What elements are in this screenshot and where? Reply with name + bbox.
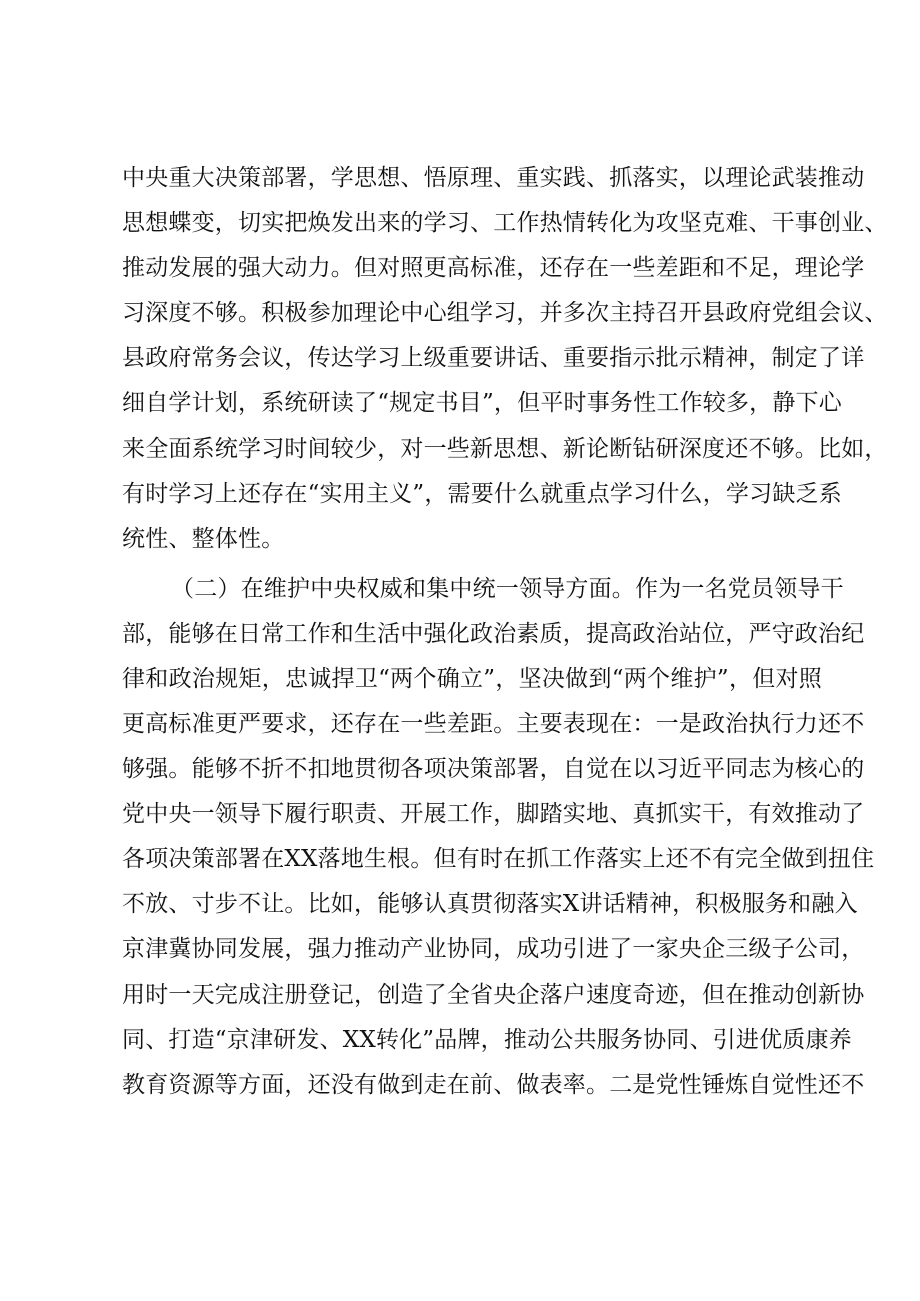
text-line: 有时学习上还存在“实用主义”，需要什么就重点学习什么，学习缺乏系 — [122, 481, 842, 507]
text-line: 细自学计划，系统研读了“规定书目”，但平时事务性工作较多，静下心 — [122, 390, 842, 416]
text-line: 同、打造“京津研发、XX转化”品牌，推动公共服务协同、引进优质康养 — [122, 1027, 852, 1053]
text-line: 更高标准更严要求，还存在一些差距。主要表现在：一是政治执行力还不 — [122, 711, 865, 737]
text-line: 部，能够在日常工作和生活中强化政治素质，提高政治站位，严守政治纪 — [122, 621, 865, 647]
text-line: 县政府常务会议，传达学习上级重要讲话、重要指示批示精神，制定了详 — [122, 345, 865, 371]
text-line: 来全面系统学习时间较少，对一些新思想、新论断钻研深度还不够。比如， — [122, 436, 888, 462]
text-line: 够强。能够不折不扣地贯彻各项决策部署，自觉在以习近平同志为核心的 — [122, 756, 865, 782]
text-line: 推动发展的强大动力。但对照更高标准，还存在一些差距和不足，理论学 — [122, 255, 865, 281]
text-line: 不放、寸步不让。比如，能够认真贯彻落实X讲话精神，积极服务和融入 — [122, 891, 858, 917]
text-line: 各项决策部署在XX落地生根。但有时在抓工作落实上还不有完全做到扭住 — [122, 846, 875, 872]
text-line: 习深度不够。积极参加理论中心组学习，并多次主持召开县政府党组会议、 — [122, 300, 888, 326]
text-line: 教育资源等方面，还没有做到走在前、做表率。二是党性锤炼自觉性还不 — [122, 1072, 865, 1098]
text-line: 律和政治规矩，忠诚捍卫“两个确立”，坚决做到“两个维护”，但对照 — [122, 666, 822, 692]
text-line: 京津冀协同发展，强力推动产业协同，成功引进了一家央企三级子公司， — [122, 936, 865, 962]
section-heading-line: （二）在维护中央权威和集中统一领导方面。作为一名党员领导干 — [171, 576, 844, 602]
text-line: 中央重大决策部署，学思想、悟原理、重实践、抓落实，以理论武装推动 — [122, 165, 865, 191]
text-line: 统性、整体性。 — [122, 526, 285, 552]
text-line: 党中央一领导下履行职责、开展工作，脚踏实地、真抓实干，有效推动了 — [122, 801, 865, 827]
text-line: 思想蝶变，切实把焕发出来的学习、工作热情转化为攻坚克难、干事创业、 — [122, 210, 888, 236]
text-line: 用时一天完成注册登记，创造了全省央企落户速度奇迹，但在推动创新协 — [122, 982, 865, 1008]
